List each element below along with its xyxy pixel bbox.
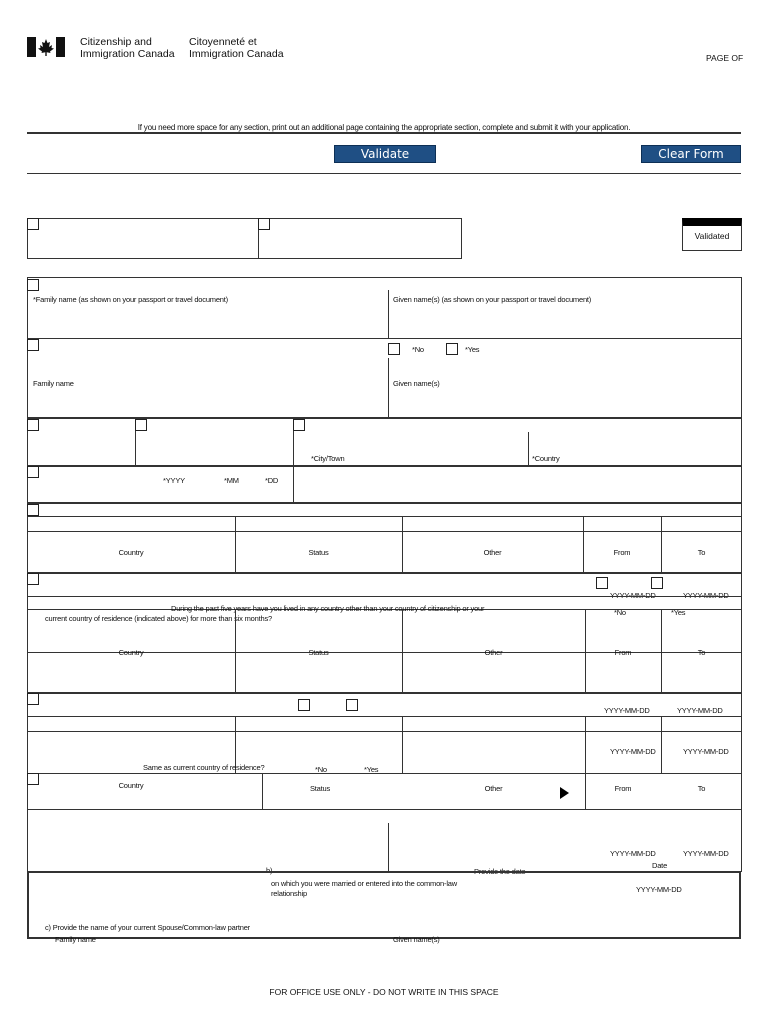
past-table-header-country: Country: [118, 648, 144, 657]
uci-input[interactable]: [42, 236, 256, 256]
family-name-label: *Family name (as shown on your passport or travel document): [33, 295, 228, 304]
marital-date-to: YYYY-MM-DD: [683, 849, 729, 858]
divider: [661, 516, 662, 573]
section-marker: [27, 218, 39, 230]
marriage-date-placeholder: YYYY-MM-DD: [636, 885, 682, 894]
table-header-to: To: [697, 548, 706, 557]
same-country-no-checkbox[interactable]: [298, 699, 310, 711]
divider: [27, 531, 742, 532]
divider: [388, 823, 389, 872]
divider: [293, 466, 294, 503]
past-residence-yes-label: *Yes: [671, 608, 686, 617]
past-residence-no-label: *No: [614, 608, 626, 617]
section-marker: [27, 504, 39, 516]
table-header-country: Country: [118, 548, 144, 557]
marital-provide-date: Provide the date: [474, 867, 526, 876]
same-country-yes-checkbox[interactable]: [346, 699, 358, 711]
section-marker: [27, 573, 39, 585]
divider: [388, 290, 389, 338]
past-table-header-from: From: [614, 648, 632, 657]
country-table-header-other: Other: [484, 784, 503, 793]
marital-b-label: b): [266, 866, 273, 875]
past-table-header-status: Status: [308, 648, 329, 657]
section-marker: [27, 339, 39, 351]
past-table-header-to: To: [697, 648, 706, 657]
application-number-input[interactable]: [274, 236, 458, 256]
past-table-header-other: Other: [484, 648, 503, 657]
past-residence-date-from: YYYY-MM-DD: [610, 591, 656, 600]
validated-status-text: Validated: [694, 231, 730, 241]
marital-date-from: YYYY-MM-DD: [610, 849, 656, 858]
given-names-input[interactable]: [393, 310, 737, 334]
divider: [27, 731, 742, 732]
past-residence-no-checkbox[interactable]: [596, 577, 608, 589]
department-name-en-2: Immigration Canada: [80, 48, 175, 60]
section-marker: [293, 419, 305, 431]
divider: [741, 810, 742, 872]
table-header-from: From: [613, 548, 631, 557]
spouse-family-name-label: Family name: [55, 935, 96, 944]
other-name-yes-checkbox[interactable]: [446, 343, 458, 355]
given-names-label: Given name(s) (as shown on your passport or travel document): [393, 295, 592, 304]
divider: [27, 716, 742, 717]
past-residence-question-2: current country of residence (indicated above) for more than six months?: [45, 614, 272, 623]
other-name-no-checkbox[interactable]: [388, 343, 400, 355]
same-country-no-label: *No: [315, 765, 327, 774]
marital-on-which-2: relationship: [271, 889, 307, 898]
country-table-header-country: Country: [118, 781, 144, 790]
divider: [27, 132, 741, 134]
family-name-input[interactable]: [33, 310, 387, 334]
country-date-to: YYYY-MM-DD: [683, 747, 729, 756]
section-marker: [27, 279, 39, 291]
divider: [27, 516, 742, 517]
dob-year-label: *YYYY: [163, 476, 185, 485]
divider: [27, 596, 742, 597]
department-name-fr-1: Citoyenneté et: [189, 36, 257, 48]
other-family-name-label: Family name: [33, 379, 74, 388]
department-name-fr-2: Immigration Canada: [189, 48, 284, 60]
past-row-date-from: YYYY-MM-DD: [604, 706, 650, 715]
play-arrow-icon[interactable]: [560, 787, 569, 799]
residence-table: [27, 503, 742, 573]
country-table-header-from: From: [614, 784, 632, 793]
past-row-date-to: YYYY-MM-DD: [677, 706, 723, 715]
other-name-yes-label: *Yes: [465, 345, 480, 354]
divider: [661, 716, 662, 773]
validate-button[interactable]: Validate: [334, 145, 436, 163]
clear-form-button[interactable]: Clear Form: [641, 145, 741, 163]
instructions-text: If you need more space for any section, print out an additional page containing the appropriate section, complete and submit it with your application.: [137, 123, 631, 132]
section-marker: [258, 218, 270, 230]
divider: [27, 173, 741, 174]
divider: [585, 716, 586, 810]
section-marker: [27, 466, 39, 478]
department-name-en-1: Citizenship and: [80, 36, 152, 48]
divider: [27, 338, 742, 339]
divider: [235, 516, 236, 573]
office-use-footer: FOR OFFICE USE ONLY - DO NOT WRITE IN THIS SPACE: [269, 987, 499, 997]
past-residence-date-to: YYYY-MM-DD: [683, 591, 729, 600]
other-given-names-label: Given name(s): [393, 379, 440, 388]
past-residence-question-1: During the past five years have you lived in any country other than your country of citizenship or your: [171, 604, 485, 613]
page-of-label: PAGE OF: [706, 53, 744, 63]
birth-city-label: *City/Town: [311, 454, 345, 463]
other-name-no-label: *No: [412, 345, 424, 354]
section-marker: [27, 693, 39, 705]
canada-flag-logo: [27, 37, 65, 57]
past-residence-yes-checkbox[interactable]: [651, 577, 663, 589]
same-country-question: Same as current country of residence?: [143, 763, 265, 772]
spouse-given-names-label: Given name(s): [393, 935, 440, 944]
table-header-status: Status: [308, 548, 329, 557]
marital-date-label: Date: [652, 861, 668, 870]
divider: [27, 810, 28, 872]
dob-section: [27, 466, 742, 503]
birth-country-label: *Country: [532, 454, 560, 463]
section-marker: [27, 419, 39, 431]
country-table-header-status: Status: [309, 784, 331, 793]
marital-on-which-1: on which you were married or entered into the common-law: [271, 879, 457, 888]
country-date-from: YYYY-MM-DD: [610, 747, 656, 756]
dob-day-label: *DD: [265, 476, 279, 485]
divider: [402, 516, 403, 573]
divider: [583, 516, 584, 573]
dob-month-label: *MM: [224, 476, 239, 485]
table-header-other: Other: [483, 548, 502, 557]
divider: [27, 773, 742, 774]
spouse-name-instruction: c) Provide the name of your current Spouse/Common-law partner: [45, 923, 250, 932]
divider: [402, 716, 403, 773]
divider: [528, 432, 529, 466]
divider: [388, 358, 389, 418]
country-table-header-to: To: [697, 784, 706, 793]
same-country-yes-label: *Yes: [364, 765, 379, 774]
section-marker: [135, 419, 147, 431]
